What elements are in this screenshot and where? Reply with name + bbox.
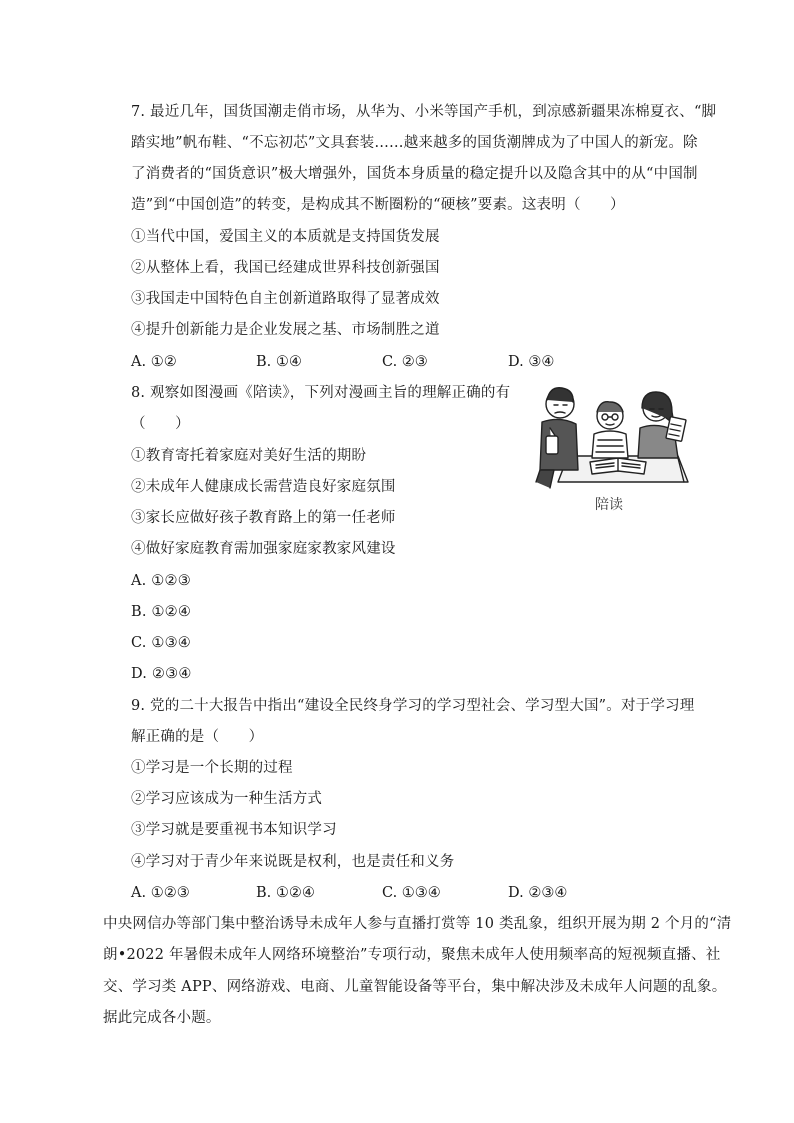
q7-statement: ④提升创新能力是企业发展之基、市场制胜之道 (131, 322, 440, 338)
q8-option-c[interactable]: C. ①③④ (131, 635, 191, 651)
q7-option-b[interactable]: B. ①④ (256, 354, 302, 370)
q7-stem-line: 了消费者的“国货意识”极大增强外，国货本身质量的稳定提升以及隐含其中的从“中国制 (131, 166, 698, 182)
q7-statement: ①当代中国，爱国主义的本质就是支持国货发展 (131, 229, 440, 245)
q8-option-b[interactable]: B. ①②④ (131, 604, 192, 620)
cartoon-figure (528, 378, 690, 520)
q8-stem-line: （ ） (131, 416, 190, 432)
q7-option-d[interactable]: D. ③④ (508, 354, 555, 370)
q9-option-c[interactable]: C. ①③④ (382, 885, 441, 901)
q8-option-a[interactable]: A. ①②③ (131, 573, 191, 589)
q9-statement: ③学习就是要重视书本知识学习 (131, 822, 337, 838)
q9-stem-line: 解正确的是（ ） (131, 729, 264, 745)
figure-caption: 陪读 (595, 497, 623, 513)
q7-stem-line: 踏实地”帆布鞋、“不忘初芯”文具套装……越来越多的国货潮牌成为了中国人的新宠。除 (131, 135, 698, 151)
q7-stem-line: 造”到“中国创造”的转变，是构成其不断圈粉的“硬核”要素。这表明（ ） (131, 197, 625, 213)
q9-statement: ①学习是一个长期的过程 (131, 760, 293, 776)
q9-statement: ②学习应该成为一种生活方式 (131, 791, 323, 807)
cartoon-illustration (528, 378, 690, 490)
q9-option-d[interactable]: D. ②③④ (508, 885, 568, 901)
q7-statement: ②从整体上看，我国已经建成世界科技创新强国 (131, 260, 440, 276)
q9-option-a[interactable]: A. ①②③ (131, 885, 190, 901)
passage-line: 中央网信办等部门集中整治诱导未成年人参与直播打赏等 10 类乱象，组织开展为期 2 个月的“清 (103, 916, 732, 932)
q8-statement: ③家长应做好孩子教育路上的第一任老师 (131, 510, 396, 526)
q7-statement: ③我国走中国特色自主创新道路取得了显著成效 (131, 291, 440, 307)
q9-options (131, 883, 651, 903)
q7-option-c[interactable]: C. ②③ (382, 354, 428, 370)
q7-option-a[interactable]: A. ①② (131, 354, 177, 370)
q9-option-b[interactable]: B. ①②④ (256, 885, 315, 901)
q9-stem-line: 9. 党的二十大报告中指出“建设全民终身学习的学习型社会、学习型大国”。对于学习理 (131, 698, 695, 714)
passage-line: 交、学习类 APP、网络游戏、电商、儿童智能设备等平台，集中解决涉及未成年人问题的乱象。 (103, 979, 727, 995)
q8-stem-line: 8. 观察如图漫画《陪读》，下列对漫画主旨的理解正确的有 (131, 385, 511, 401)
q8-option-d[interactable]: D. ②③④ (131, 666, 192, 682)
q8-statement: ①教育寄托着家庭对美好生活的期盼 (131, 448, 367, 464)
q8-statement: ②未成年人健康成长需营造良好家庭氛围 (131, 479, 396, 495)
passage-line: 据此完成各小题。 (103, 1010, 221, 1026)
q7-stem-line: 7. 最近几年，国货国潮走俏市场，从华为、小米等国产手机，到凉感新疆果冻棉夏衣、“脚 (131, 104, 717, 120)
passage-line: 朗•2022 年暑假未成年人网络环境整治”专项行动，聚焦未成年人使用频率高的短视频直播、社 (103, 947, 721, 963)
q9-statement: ④学习对于青少年来说既是权利，也是责任和义务 (131, 854, 455, 870)
q7-options (131, 352, 631, 372)
q8-statement: ④做好家庭教育需加强家庭家教家风建设 (131, 541, 396, 557)
